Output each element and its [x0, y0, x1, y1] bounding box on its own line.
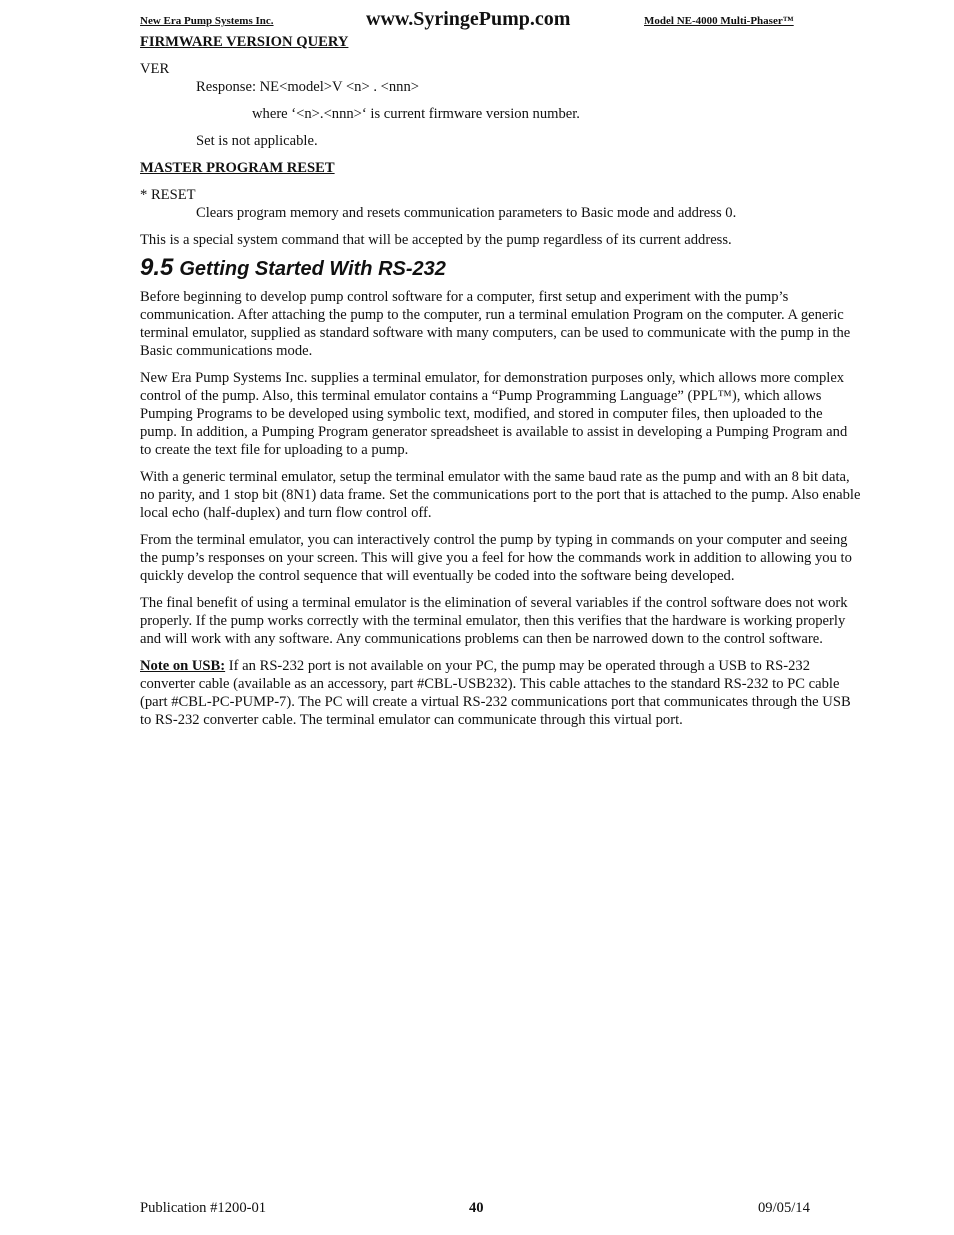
usb-note-text: If an RS-232 port is not available on your PC, the pump may be operated through a USB to RS-232 converter cable (available as an accessory, part #CBL-USB232). This cable attaches to the standard RS-232 to PC cable (part #CBL-PC-PUMP-7). The PC will create a virtual RS-232 communications port that communicates through the USB to RS-232 converter cable. The terminal emulator can communicate through this virtual port. — [140, 658, 851, 728]
page-body — [140, 33, 862, 738]
section-title: Getting Started With RS-232 — [179, 258, 446, 280]
firmware-set: Set is not applicable. — [196, 133, 318, 149]
firmware-where: where ‘<n>.<nnn>‘ is current firmware version number. — [252, 106, 580, 122]
reset-description: Clears program memory and resets communication parameters to Basic mode and address 0. — [196, 205, 737, 221]
section-paragraph-3: With a generic terminal emulator, setup the terminal emulator with the same baud rate as the pump and with an 8 bit data, no parity, and 1 stop bit (8N1) data frame. Set the communications port to the port that is attached to the pump. Also enable local echo (half-duplex) and turn flow control off. — [140, 469, 861, 521]
reset-heading: MASTER PROGRAM RESET — [140, 160, 335, 176]
section-number: 9.5 — [140, 254, 174, 281]
footer-publication: Publication #1200-01 — [140, 1200, 267, 1216]
firmware-response: Response: NE<model>V <n> . <nnn> — [196, 79, 420, 95]
footer-page-number: 40 — [469, 1200, 484, 1216]
section-paragraph-4: From the terminal emulator, you can interactively control the pump by typing in commands on your computer and seeing the pump’s responses on your screen. This will give you a feel for how the commands work in addition to allowing you to quickly develop the control sequence that will eventually be coded into the software being developed. — [140, 532, 852, 584]
footer-date: 09/05/14 — [758, 1200, 810, 1216]
firmware-command: VER — [140, 61, 170, 77]
firmware-heading: FIRMWARE VERSION QUERY — [140, 34, 349, 50]
usb-note-label: Note on USB: — [140, 658, 226, 674]
section-paragraph-1: Before beginning to develop pump control software for a computer, first setup and experiment with the pump’s communication. After attaching the pump to the computer, run a terminal emulation Program on the computer. A generic terminal emulator, supplied as standard software with many computers, can be used to communicate with the pump in the Basic communications mode. — [140, 289, 851, 359]
header-company: New Era Pump Systems Inc. — [140, 15, 274, 27]
section-paragraph-2: New Era Pump Systems Inc. supplies a terminal emulator, for demonstration purposes only, which allows more complex control of the pump. Also, this terminal emulator contains a “Pump Programming Language” (PPL™), which allows Pumping Programs to be developed using symbolic text, modified, and stored in computer files, then uploaded to the pump. In addition, a Pumping Program generator spreadsheet is available to assist in developing a Pumping Program and to create the text file for uploading to a pump. — [140, 370, 848, 458]
usb-note — [140, 657, 862, 729]
reset-note: This is a special system command that will be accepted by the pump regardless of its current address. — [140, 232, 732, 248]
header-model: Model NE-4000 Multi-Phaser™ — [644, 15, 794, 27]
section-heading — [140, 254, 862, 281]
reset-command: * RESET — [140, 187, 196, 203]
section-paragraph-5: The final benefit of using a terminal emulator is the elimination of several variables if the control software does not work properly. If the pump works correctly with the terminal emulator, then this verifies that the hardware is working properly and will work with any software. Any communications problems can then be narrowed down to the control software. — [140, 595, 848, 647]
header-website: www.SyringePump.com — [366, 8, 571, 30]
